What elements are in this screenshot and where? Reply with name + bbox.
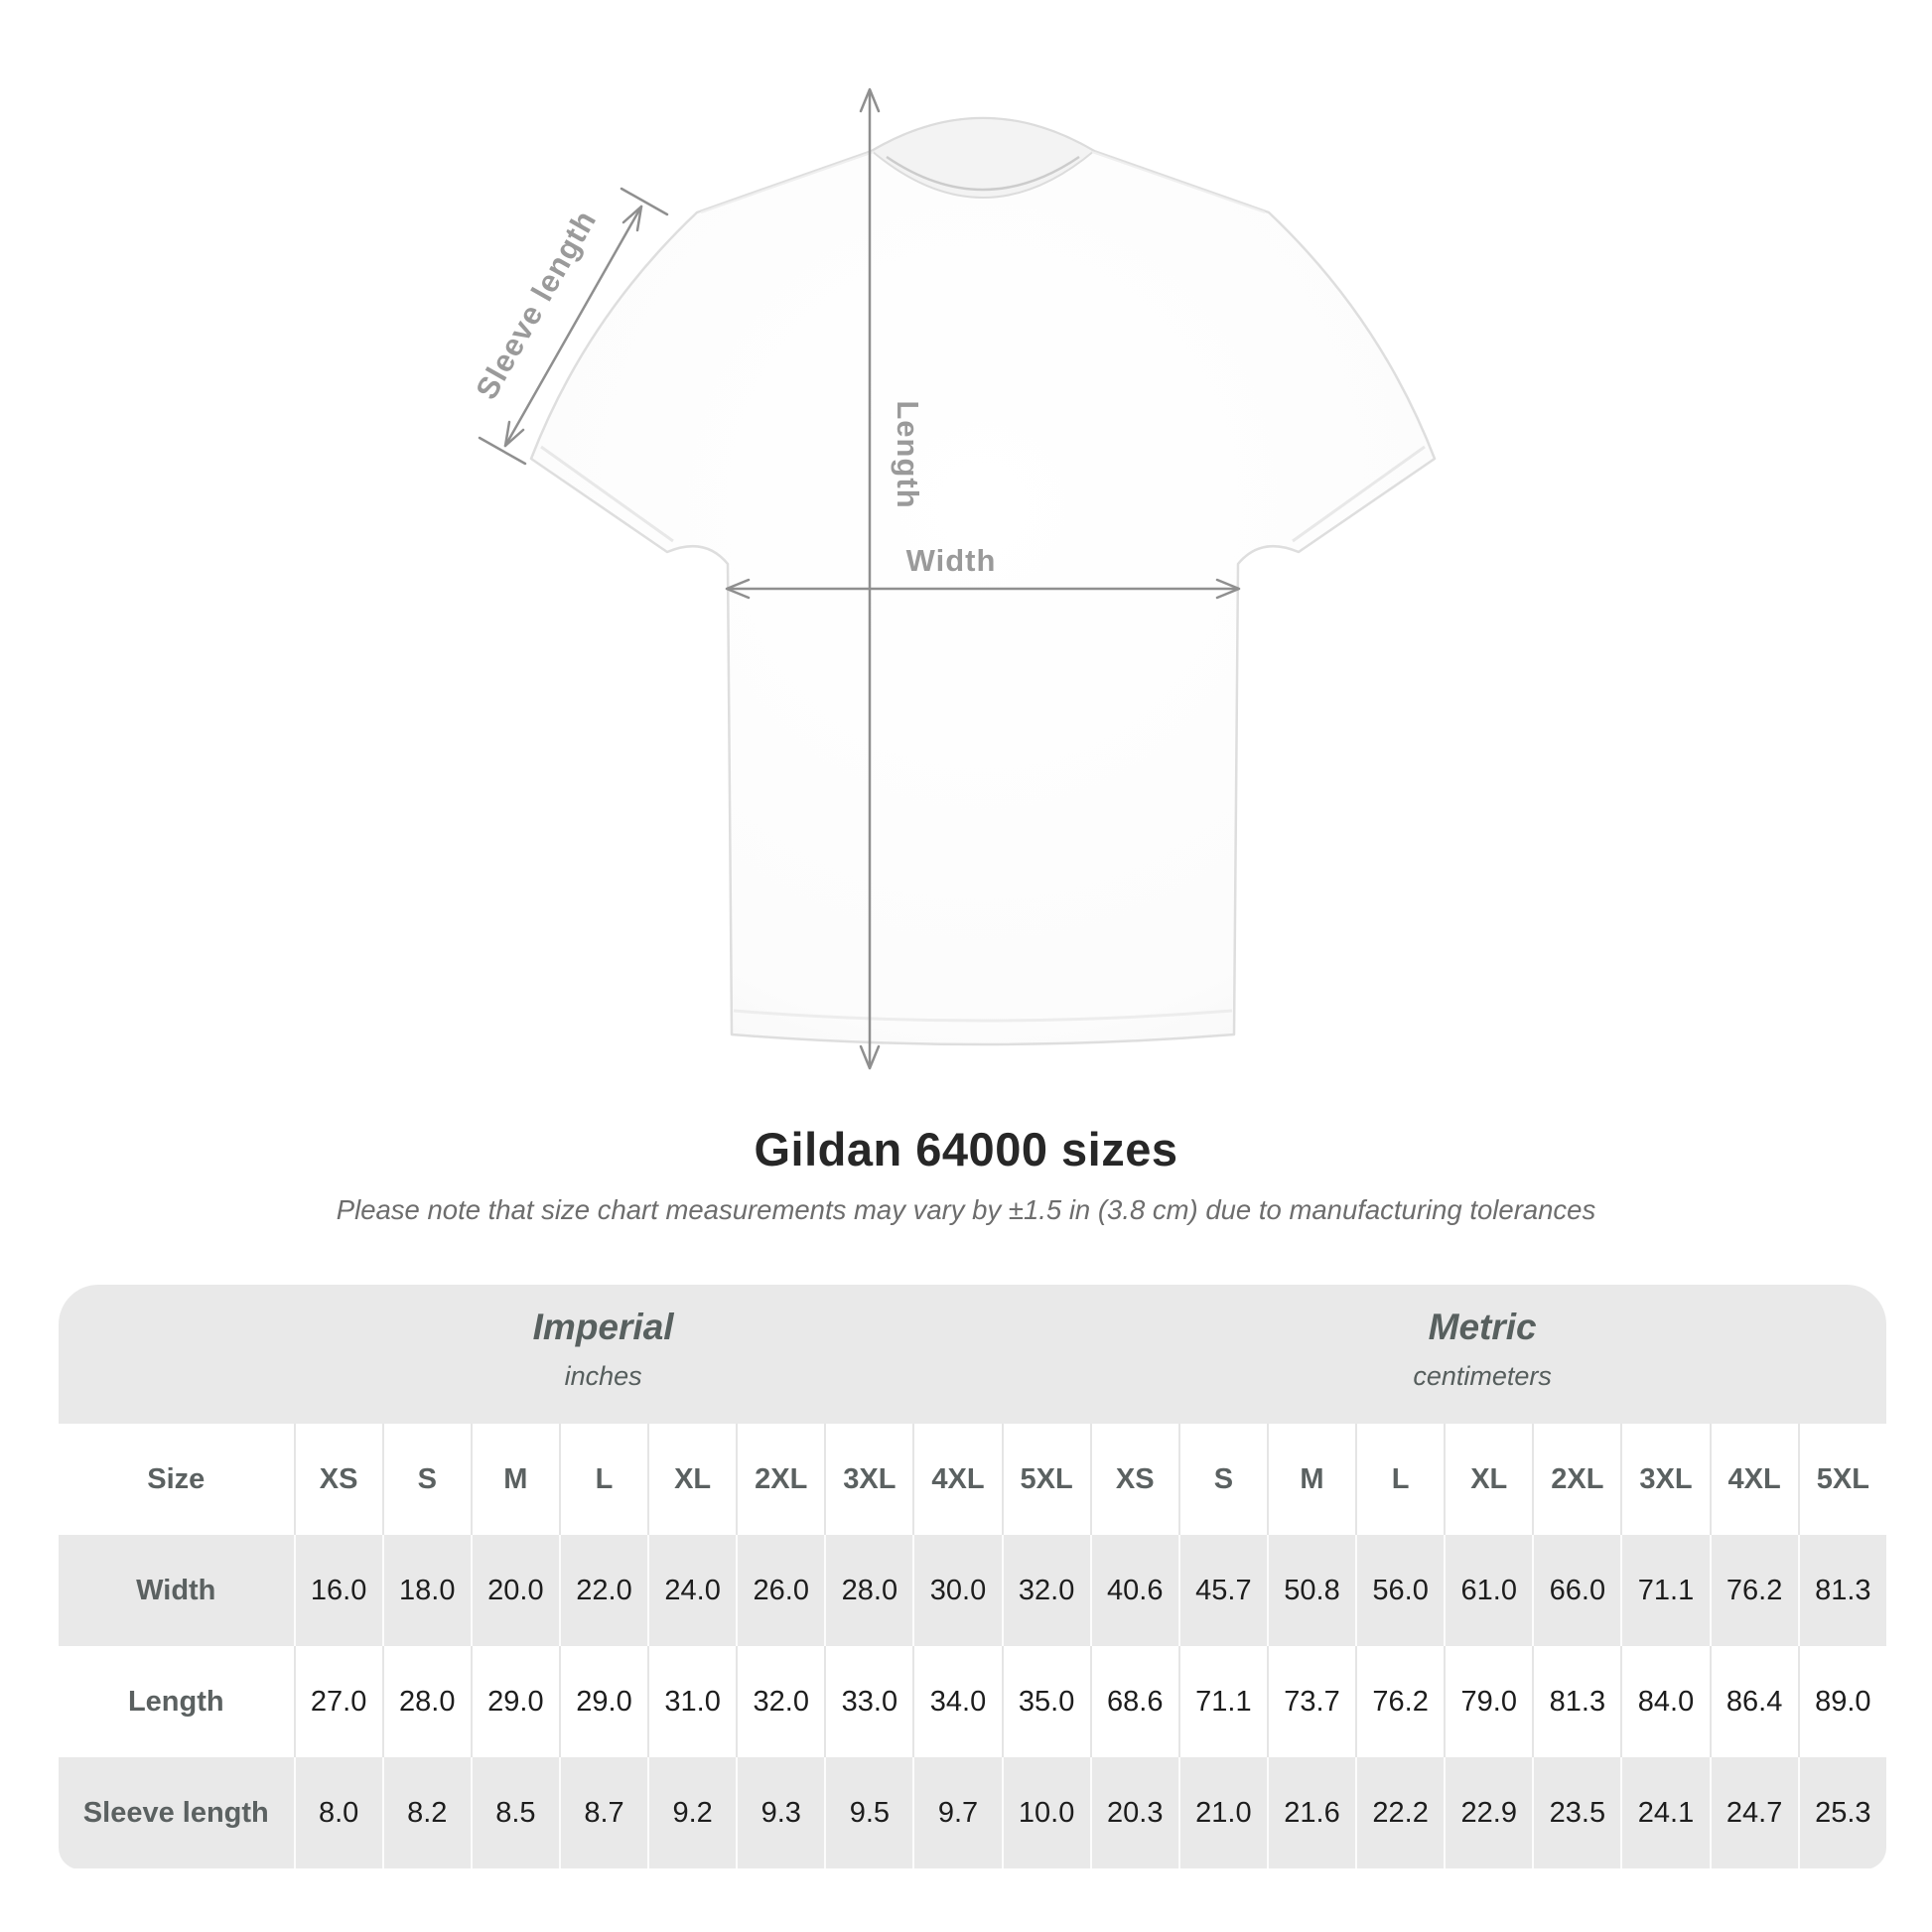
size-header: S	[382, 1424, 471, 1535]
measure-value: 34.0	[912, 1646, 1001, 1757]
measure-value: 45.7	[1178, 1535, 1267, 1646]
measure-value: 27.0	[294, 1646, 382, 1757]
page-title: Gildan 64000 sizes	[754, 1123, 1178, 1175]
measure-value: 25.3	[1798, 1757, 1886, 1868]
size-header: 4XL	[912, 1424, 1001, 1535]
measure-row-label: Width	[136, 1574, 216, 1606]
measure-value: 76.2	[1710, 1535, 1798, 1646]
size-header: 2XL	[736, 1424, 824, 1535]
size-header: 3XL	[824, 1424, 912, 1535]
size-chart-card	[59, 1285, 1886, 1869]
measure-value: 61.0	[1444, 1535, 1532, 1646]
measure-value: 18.0	[382, 1535, 471, 1646]
measure-value: 24.0	[647, 1535, 736, 1646]
measure-value: 24.1	[1620, 1757, 1709, 1868]
measure-value: 21.0	[1178, 1757, 1267, 1868]
table-row-width	[59, 1535, 1886, 1646]
measure-value: 68.6	[1090, 1646, 1178, 1757]
measure-value: 8.2	[382, 1757, 471, 1868]
imperial-unit-label: inches	[564, 1361, 642, 1391]
size-header: 2XL	[1532, 1424, 1620, 1535]
size-header: 5XL	[1002, 1424, 1090, 1535]
measure-value: 16.0	[294, 1535, 382, 1646]
measure-value: 21.6	[1267, 1757, 1355, 1868]
measure-value: 35.0	[1002, 1646, 1090, 1757]
measure-value: 9.7	[912, 1757, 1001, 1868]
measure-value: 86.4	[1710, 1646, 1798, 1757]
measure-value: 9.3	[736, 1757, 824, 1868]
size-header: 4XL	[1710, 1424, 1798, 1535]
metric-unit-label: centimeters	[1413, 1361, 1552, 1391]
measure-value: 50.8	[1267, 1535, 1355, 1646]
size-column-header: Size	[147, 1462, 206, 1495]
measure-value: 32.0	[1002, 1535, 1090, 1646]
measure-value: 79.0	[1444, 1646, 1532, 1757]
measure-value: 9.5	[824, 1757, 912, 1868]
tolerance-note: Please note that size chart measurements may vary by ±1.5 in (3.8 cm) due to manufacturing tolerances	[336, 1194, 1596, 1225]
measure-value: 20.3	[1090, 1757, 1178, 1868]
measure-value: 30.0	[912, 1535, 1001, 1646]
measure-value: 8.5	[471, 1757, 559, 1868]
measure-value: 9.2	[647, 1757, 736, 1868]
measure-value: 22.2	[1355, 1757, 1444, 1868]
measure-value: 29.0	[559, 1646, 647, 1757]
measure-value: 22.9	[1444, 1757, 1532, 1868]
measure-value: 8.0	[294, 1757, 382, 1868]
measure-value: 33.0	[824, 1646, 912, 1757]
tshirt-body	[531, 118, 1435, 1044]
measure-value: 20.0	[471, 1535, 559, 1646]
table-row-sizes	[59, 1424, 1886, 1535]
size-header: XS	[294, 1424, 382, 1535]
imperial-label: Imperial	[532, 1307, 674, 1347]
unit-header-band	[59, 1285, 1886, 1424]
size-table	[59, 1424, 1886, 1868]
length-dim-label: Length	[891, 400, 925, 509]
measure-value: 28.0	[382, 1646, 471, 1757]
measure-value: 81.3	[1798, 1535, 1886, 1646]
measure-value: 84.0	[1620, 1646, 1709, 1757]
table-row-length	[59, 1646, 1886, 1757]
measure-value: 26.0	[736, 1535, 824, 1646]
measure-value: 73.7	[1267, 1646, 1355, 1757]
measure-value: 71.1	[1178, 1646, 1267, 1757]
measure-row-label: Sleeve length	[82, 1796, 269, 1829]
measure-value: 29.0	[471, 1646, 559, 1757]
sleeve-length-dim-label: Sleeve length	[469, 204, 604, 406]
measure-value: 10.0	[1002, 1757, 1090, 1868]
measure-value: 81.3	[1532, 1646, 1620, 1757]
metric-label: Metric	[1428, 1307, 1537, 1347]
measure-value: 8.7	[559, 1757, 647, 1868]
measure-value: 71.1	[1620, 1535, 1709, 1646]
size-header: XL	[647, 1424, 736, 1535]
measure-value: 66.0	[1532, 1535, 1620, 1646]
width-dim-label: Width	[905, 543, 997, 578]
size-header: 3XL	[1620, 1424, 1709, 1535]
size-header: XL	[1444, 1424, 1532, 1535]
size-header: M	[471, 1424, 559, 1535]
table-row-sleeve-length	[59, 1757, 1886, 1868]
measure-value: 24.7	[1710, 1757, 1798, 1868]
size-header: XS	[1090, 1424, 1178, 1535]
measure-value: 32.0	[736, 1646, 824, 1757]
size-header: M	[1267, 1424, 1355, 1535]
measure-row-label: Length	[127, 1685, 224, 1718]
metric-unit-group	[1413, 1307, 1552, 1392]
measure-value: 40.6	[1090, 1535, 1178, 1646]
measure-value: 23.5	[1532, 1757, 1620, 1868]
measure-value: 56.0	[1355, 1535, 1444, 1646]
measure-value: 76.2	[1355, 1646, 1444, 1757]
imperial-unit-group	[533, 1307, 674, 1392]
size-header: L	[559, 1424, 647, 1535]
size-header: S	[1178, 1424, 1267, 1535]
measure-value: 28.0	[824, 1535, 912, 1646]
size-header: L	[1355, 1424, 1444, 1535]
tshirt-illustration	[531, 118, 1435, 1044]
measure-value: 31.0	[647, 1646, 736, 1757]
measure-value: 22.0	[559, 1535, 647, 1646]
size-header: 5XL	[1798, 1424, 1886, 1535]
measure-value: 89.0	[1798, 1646, 1886, 1757]
